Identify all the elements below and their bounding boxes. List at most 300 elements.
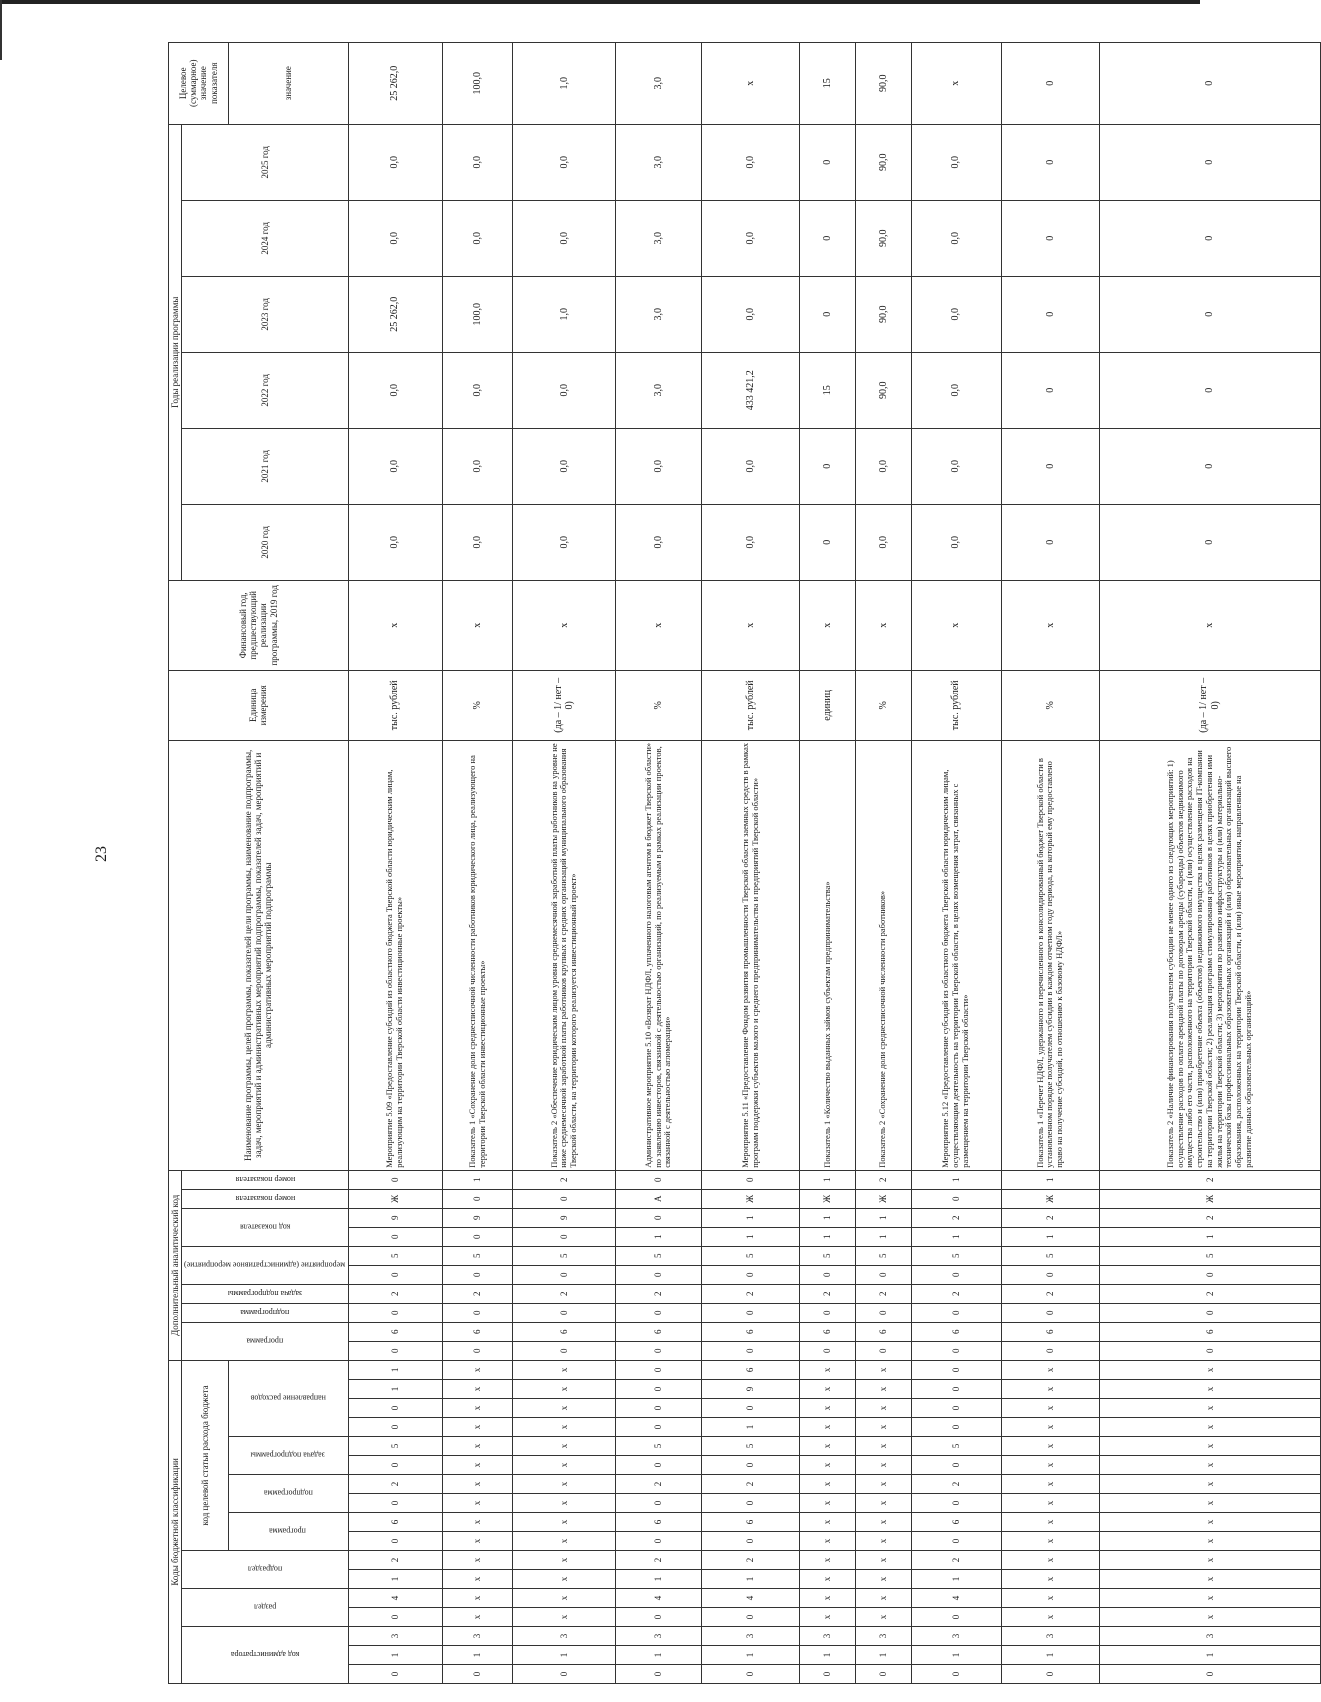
header-program2: программа (182, 1322, 348, 1360)
code-cell: х (1001, 1608, 1099, 1627)
code-cell: 1 (911, 1570, 1001, 1589)
row-target: 1,0 (513, 42, 616, 124)
code-cell: 2 (348, 1551, 442, 1570)
row-year-value: 0,0 (348, 200, 442, 276)
code-cell: х (1100, 1380, 1321, 1399)
code-cell: 0 (513, 1189, 616, 1208)
code-cell: 0 (348, 1341, 442, 1360)
code-cell: х (442, 1532, 513, 1551)
code-cell: 0 (701, 1265, 799, 1284)
row-2019: х (616, 580, 702, 670)
row-year-value: 0,0 (442, 352, 513, 428)
code-cell: х (800, 1570, 856, 1589)
code-cell: Ж (1100, 1189, 1321, 1208)
header-unit: Единица измерения (169, 670, 349, 740)
code-cell: 0 (800, 1341, 856, 1360)
code-cell: 0 (911, 1189, 1001, 1208)
row-year-value: 0,0 (701, 200, 799, 276)
code-cell: 2 (911, 1551, 1001, 1570)
row-year-value: 3,0 (616, 352, 702, 428)
code-cell: 0 (616, 1341, 702, 1360)
code-cell: 1 (701, 1208, 799, 1227)
header-name: Наименование программы, целей программы, показателей цели программы, наименование подпрограммы, задач, мероприятий и административных мероприятий подпрограммы, показателей задач, мероприятий и административных мероприятий подпрограммы (169, 740, 349, 1170)
row-2019: х (513, 580, 616, 670)
code-cell: 0 (701, 1494, 799, 1513)
code-cell: х (1001, 1570, 1099, 1589)
code-cell: 2 (513, 1170, 616, 1189)
code-cell: х (513, 1494, 616, 1513)
code-cell: 0 (348, 1494, 442, 1513)
code-cell: х (442, 1589, 513, 1608)
code-cell: 0 (513, 1227, 616, 1246)
row-2019: х (911, 580, 1001, 670)
row-unit: (да – 1/ нет – 0) (1100, 670, 1321, 740)
row-name: Показатель 1 «Количество выданных займов субъектам предпринимательства» (800, 740, 856, 1170)
header-indicator-no: номер показателя (182, 1189, 348, 1208)
row-year-value: 0,0 (701, 428, 799, 504)
code-cell: 1 (911, 1646, 1001, 1665)
scan-edge-mark (0, 0, 2, 60)
code-cell: 6 (616, 1322, 702, 1341)
code-cell: 2 (348, 1475, 442, 1494)
code-cell: 0 (911, 1380, 1001, 1399)
code-cell: х (1100, 1418, 1321, 1437)
code-cell: 2 (701, 1284, 799, 1303)
row-unit: % (442, 670, 513, 740)
code-cell: 0 (616, 1399, 702, 1418)
code-cell: 2 (1100, 1284, 1321, 1303)
table-row (1001, 42, 1099, 1683)
code-cell: 6 (1100, 1322, 1321, 1341)
header-year-2025: 2025 год (182, 124, 348, 200)
code-cell: х (800, 1399, 856, 1418)
code-cell: 5 (800, 1246, 856, 1265)
code-cell: 1 (800, 1646, 856, 1665)
header-subprogram: подпрограмма (228, 1475, 348, 1513)
code-cell: 0 (701, 1341, 799, 1360)
code-cell: 5 (442, 1246, 513, 1265)
row-year-value: 0 (1100, 276, 1321, 352)
row-year-value: 433 421,2 (701, 352, 799, 428)
code-cell: х (1100, 1399, 1321, 1418)
code-cell: 9 (701, 1380, 799, 1399)
code-cell: х (442, 1475, 513, 1494)
code-cell: 0 (348, 1265, 442, 1284)
code-cell: 1 (701, 1227, 799, 1246)
row-unit: % (1001, 670, 1099, 740)
code-cell: 2 (1100, 1208, 1321, 1227)
code-cell: 6 (911, 1513, 1001, 1532)
code-cell: х (800, 1418, 856, 1437)
code-cell: 1 (1001, 1170, 1099, 1189)
code-cell: 0 (616, 1170, 702, 1189)
code-cell: 1 (348, 1360, 442, 1379)
row-target: 0 (1001, 42, 1099, 124)
row-year-value: 0,0 (348, 504, 442, 580)
row-year-value: 0 (1100, 352, 1321, 428)
code-cell: 0 (1100, 1265, 1321, 1284)
code-cell: А (616, 1189, 702, 1208)
code-cell: 2 (911, 1284, 1001, 1303)
row-target: 90,0 (855, 42, 911, 124)
row-year-value: 0,0 (442, 200, 513, 276)
code-cell: 0 (701, 1456, 799, 1475)
code-cell: х (1001, 1456, 1099, 1475)
row-unit: тыс. рублей (348, 670, 442, 740)
table-row (800, 42, 856, 1683)
code-cell: 0 (855, 1303, 911, 1322)
code-cell: 2 (911, 1208, 1001, 1227)
header-indicator-type: код показателя (182, 1208, 348, 1246)
row-year-value: 0,0 (911, 428, 1001, 504)
row-name: Мероприятие 5.11 «Предоставление Фондом развития промышленности Тверской области заемных средств в рамках программ поддержки субъектов малого и среднего предпринимательства и предприятий Тверской области» (701, 740, 799, 1170)
code-cell: х (1001, 1360, 1099, 1379)
code-cell: 6 (442, 1322, 513, 1341)
code-cell: 1 (616, 1646, 702, 1665)
code-cell: 9 (513, 1208, 616, 1227)
code-cell: 0 (616, 1665, 702, 1684)
code-cell: х (442, 1418, 513, 1437)
code-cell: х (513, 1380, 616, 1399)
code-cell: 3 (701, 1627, 799, 1646)
header-task-subprogram: задача подпрограммы (228, 1437, 348, 1475)
code-cell: х (1100, 1608, 1321, 1627)
code-cell: 0 (701, 1399, 799, 1418)
code-cell: 0 (855, 1341, 911, 1360)
code-cell: х (442, 1608, 513, 1627)
code-cell: 0 (348, 1608, 442, 1627)
code-cell: 6 (701, 1513, 799, 1532)
code-cell: 0 (1001, 1665, 1099, 1684)
code-cell: х (800, 1456, 856, 1475)
code-cell: 0 (911, 1265, 1001, 1284)
row-year-value: 90,0 (855, 276, 911, 352)
code-cell: 1 (513, 1646, 616, 1665)
row-target: 15 (800, 42, 856, 124)
code-cell: 0 (911, 1360, 1001, 1379)
code-cell: 1 (911, 1227, 1001, 1246)
code-cell: 0 (701, 1303, 799, 1322)
code-cell: 0 (1001, 1303, 1099, 1322)
code-cell: 3 (911, 1627, 1001, 1646)
code-cell: 1 (1001, 1227, 1099, 1246)
header-subsection: подраздел (182, 1551, 348, 1589)
row-year-value: 0,0 (348, 352, 442, 428)
code-cell: 6 (911, 1322, 1001, 1341)
row-target: 0 (1100, 42, 1321, 124)
code-cell: 0 (442, 1665, 513, 1684)
code-cell: 3 (1100, 1627, 1321, 1646)
header-year-2021: 2021 год (182, 428, 348, 504)
code-cell: 2 (911, 1475, 1001, 1494)
row-year-value: 0,0 (616, 504, 702, 580)
code-cell: 2 (1001, 1208, 1099, 1227)
row-year-value: 0,0 (911, 276, 1001, 352)
code-cell: х (1001, 1589, 1099, 1608)
row-year-value: 25 262,0 (348, 276, 442, 352)
code-cell: 9 (348, 1208, 442, 1227)
code-cell: х (513, 1399, 616, 1418)
code-cell: 0 (513, 1665, 616, 1684)
program-indicators-table (168, 42, 1321, 1684)
row-year-value: 90,0 (855, 200, 911, 276)
row-name: Показатель 1 «Перечет НДФЛ, удержанного и перечисленного в консолидированный бюджет Тверской области в установленном порядке получателем субсидии в каждом отчетном году периода, на который ему предоставлено право на получение субсидий, по отношению к базовому НДФЛ» (1001, 740, 1099, 1170)
row-unit: тыс. рублей (911, 670, 1001, 740)
code-cell: х (855, 1475, 911, 1494)
code-cell: 6 (348, 1513, 442, 1532)
rotated-sheet (168, 59, 1254, 1684)
header-year-2023: 2023 год (182, 276, 348, 352)
row-year-value: 0 (1001, 276, 1099, 352)
code-cell: х (442, 1494, 513, 1513)
header-target-value: значение (228, 42, 348, 124)
row-name: Показатель 2 «Сохранение доли среднесписочной численности работников» (855, 740, 911, 1170)
code-cell: х (1001, 1532, 1099, 1551)
row-year-value: 0,0 (513, 352, 616, 428)
header-activity-no: мероприятие (административное мероприятие) (182, 1246, 348, 1284)
code-cell: 0 (616, 1494, 702, 1513)
row-2019: х (1100, 580, 1321, 670)
code-cell: 5 (348, 1437, 442, 1456)
code-cell: 1 (348, 1570, 442, 1589)
code-cell: 4 (701, 1589, 799, 1608)
code-cell: 0 (616, 1532, 702, 1551)
code-cell: 0 (616, 1360, 702, 1379)
table-row (442, 42, 513, 1683)
row-target: х (911, 42, 1001, 124)
code-cell: 0 (1001, 1265, 1099, 1284)
code-cell: х (855, 1437, 911, 1456)
code-cell: 0 (513, 1303, 616, 1322)
code-cell: х (442, 1570, 513, 1589)
code-cell: х (442, 1399, 513, 1418)
row-year-value: 0,0 (513, 428, 616, 504)
code-cell: х (1100, 1513, 1321, 1532)
code-cell: 6 (701, 1322, 799, 1341)
row-unit: (да – 1/ нет – 0) (513, 670, 616, 740)
row-year-value: 0,0 (911, 504, 1001, 580)
code-cell: 1 (442, 1170, 513, 1189)
code-cell: х (1100, 1589, 1321, 1608)
code-cell: 0 (513, 1265, 616, 1284)
code-cell: 0 (348, 1418, 442, 1437)
code-cell: 0 (616, 1208, 702, 1227)
row-year-value: 0,0 (348, 428, 442, 504)
code-cell: х (855, 1494, 911, 1513)
row-name: Мероприятие 5.09 «Предоставление субсидий из областного бюджета Тверской области юридическим лицам, реализующим на территории Тверской области инвестиционные проекты» (348, 740, 442, 1170)
row-year-value: 0 (1100, 200, 1321, 276)
code-cell: х (1001, 1437, 1099, 1456)
code-cell: 3 (348, 1627, 442, 1646)
code-cell: 3 (616, 1627, 702, 1646)
code-cell: х (513, 1475, 616, 1494)
header-year-2020: 2020 год (182, 504, 348, 580)
row-year-value: 100,0 (442, 276, 513, 352)
code-cell: х (513, 1418, 616, 1437)
code-cell: х (513, 1551, 616, 1570)
code-cell: 0 (1100, 1303, 1321, 1322)
row-2019: х (348, 580, 442, 670)
code-cell: х (855, 1399, 911, 1418)
code-cell: 3 (513, 1627, 616, 1646)
row-year-value: 0 (1100, 504, 1321, 580)
code-cell: 0 (701, 1532, 799, 1551)
row-name: Показатель 2 «Наличие финансирования получателем субсидии не менее одного из следующих мероприятий: 1) осуществление расходов по оплате арендной платы по договорам аренды (субаренды) объектов недвижимого имущества либо его части, расположенного на территории Тверской области, и (или) осуществление расходов на строительство и (или) приобретение объекта (объектов) недвижимого имущества в целях размещения IT-компании на территории Тверской области; 2) реализация программ стимулирования работников в целях приобретения ими жилья на территории Тверской области; 3) мероприятия по развитию инфраструктуры и (или) материально-технической базы профессиональных образовательных организаций и (или) образовательных организаций высшего образования, расположенных на территории Тверской области, и (или) иные мероприятия, направленные на развитие данных образовательных организаций» (1100, 740, 1321, 1170)
row-year-value: 0,0 (911, 200, 1001, 276)
row-target: 3,0 (616, 42, 702, 124)
table-row (348, 42, 442, 1683)
code-cell: х (800, 1513, 856, 1532)
row-year-value: 0 (800, 200, 856, 276)
code-cell: 0 (1100, 1665, 1321, 1684)
code-cell: 6 (348, 1322, 442, 1341)
row-year-value: 0,0 (701, 124, 799, 200)
code-cell: 4 (616, 1589, 702, 1608)
code-cell: 1 (855, 1227, 911, 1246)
row-year-value: 90,0 (855, 352, 911, 428)
row-year-value: 0 (1100, 124, 1321, 200)
table-row (513, 42, 616, 1683)
header-section: раздел (182, 1589, 348, 1627)
header-year-2024: 2024 год (182, 200, 348, 276)
header-subprogram2: подпрограмма (182, 1303, 348, 1322)
code-cell: 0 (616, 1456, 702, 1475)
code-cell: 6 (701, 1360, 799, 1379)
row-year-value: 90,0 (855, 124, 911, 200)
row-year-value: 0 (800, 124, 856, 200)
row-year-value: 0 (1001, 428, 1099, 504)
code-cell: 5 (701, 1437, 799, 1456)
code-cell: 2 (1100, 1170, 1321, 1189)
code-cell: 4 (911, 1589, 1001, 1608)
table-row (855, 42, 911, 1683)
code-cell: х (1001, 1399, 1099, 1418)
code-cell: 0 (701, 1608, 799, 1627)
rotated-table-container (168, 59, 1254, 1684)
code-cell: 1 (701, 1646, 799, 1665)
table-row (701, 42, 799, 1683)
row-year-value: 0 (800, 504, 856, 580)
code-cell: 0 (442, 1227, 513, 1246)
code-cell: х (1100, 1456, 1321, 1475)
code-cell: 3 (800, 1627, 856, 1646)
code-cell: 9 (442, 1208, 513, 1227)
code-cell: 3 (1001, 1627, 1099, 1646)
table-row (911, 42, 1001, 1683)
code-cell: 0 (911, 1494, 1001, 1513)
row-year-value: 0,0 (348, 124, 442, 200)
header-budget-codes: Коды бюджетной классификации (169, 1360, 182, 1683)
header-fin-year: Финансовый год, предшествующий реализации программы, 2019 год (169, 580, 349, 670)
row-year-value: 0,0 (855, 504, 911, 580)
code-cell: 0 (701, 1170, 799, 1189)
table-row (616, 42, 702, 1683)
code-cell: х (1100, 1551, 1321, 1570)
header-activity: направление расходов (228, 1360, 348, 1436)
code-cell: х (800, 1360, 856, 1379)
header-task2: задача подпрограммы (182, 1284, 348, 1303)
row-year-value: 0 (1001, 124, 1099, 200)
code-cell: х (442, 1380, 513, 1399)
header-program: программа (228, 1513, 348, 1551)
code-cell: 0 (442, 1189, 513, 1208)
row-year-value: 3,0 (616, 200, 702, 276)
header-admin-code: код администратора (182, 1627, 348, 1684)
row-2019: х (701, 580, 799, 670)
code-cell: х (442, 1456, 513, 1475)
code-cell: 1 (616, 1227, 702, 1246)
code-cell: х (800, 1475, 856, 1494)
code-cell: 5 (855, 1246, 911, 1265)
code-cell: х (855, 1589, 911, 1608)
code-cell: х (442, 1513, 513, 1532)
code-cell: 2 (855, 1284, 911, 1303)
code-cell: 6 (513, 1322, 616, 1341)
code-cell: 0 (1001, 1341, 1099, 1360)
row-year-value: 0 (800, 276, 856, 352)
code-cell: 2 (348, 1284, 442, 1303)
row-2019: х (1001, 580, 1099, 670)
code-cell: 1 (855, 1208, 911, 1227)
code-cell: 0 (800, 1265, 856, 1284)
code-cell: х (855, 1418, 911, 1437)
code-cell: 4 (348, 1589, 442, 1608)
code-cell: 2 (616, 1284, 702, 1303)
header-year-2022: 2022 год (182, 352, 348, 428)
code-cell: 0 (855, 1665, 911, 1684)
code-cell: х (1100, 1437, 1321, 1456)
code-cell: х (1100, 1532, 1321, 1551)
code-cell: х (513, 1608, 616, 1627)
header-row-1 (169, 42, 182, 1683)
code-cell: 2 (442, 1284, 513, 1303)
code-cell: 0 (616, 1380, 702, 1399)
row-year-value: 0 (800, 428, 856, 504)
code-cell: 0 (348, 1170, 442, 1189)
row-year-value: 0 (1001, 200, 1099, 276)
code-cell: 0 (442, 1265, 513, 1284)
code-cell: х (513, 1532, 616, 1551)
code-cell: 0 (911, 1399, 1001, 1418)
row-year-value: 0,0 (513, 124, 616, 200)
row-name: Показатель 1 «Сохранение доли среднесписочной численности работников юридического лица, реализующего на территории Тверской области инвестиционные проекты» (442, 740, 513, 1170)
code-cell: х (855, 1551, 911, 1570)
code-cell: 2 (800, 1284, 856, 1303)
code-cell: х (1100, 1494, 1321, 1513)
code-cell: 1 (1100, 1227, 1321, 1246)
code-cell: х (855, 1513, 911, 1532)
code-cell: х (1100, 1570, 1321, 1589)
row-year-value: 1,0 (513, 276, 616, 352)
code-cell: 0 (800, 1665, 856, 1684)
code-cell: 0 (1100, 1341, 1321, 1360)
row-year-value: 0,0 (701, 276, 799, 352)
row-target: х (701, 42, 799, 124)
row-year-value: 3,0 (616, 124, 702, 200)
code-cell: 0 (348, 1399, 442, 1418)
code-cell: х (513, 1570, 616, 1589)
code-cell: 0 (616, 1265, 702, 1284)
code-cell: х (855, 1570, 911, 1589)
code-cell: х (513, 1456, 616, 1475)
code-cell: х (800, 1608, 856, 1627)
code-cell: х (1100, 1475, 1321, 1494)
code-cell: Ж (701, 1189, 799, 1208)
row-target: 100,0 (442, 42, 513, 124)
code-cell: Ж (855, 1189, 911, 1208)
code-cell: 0 (442, 1341, 513, 1360)
code-cell: 1 (800, 1170, 856, 1189)
